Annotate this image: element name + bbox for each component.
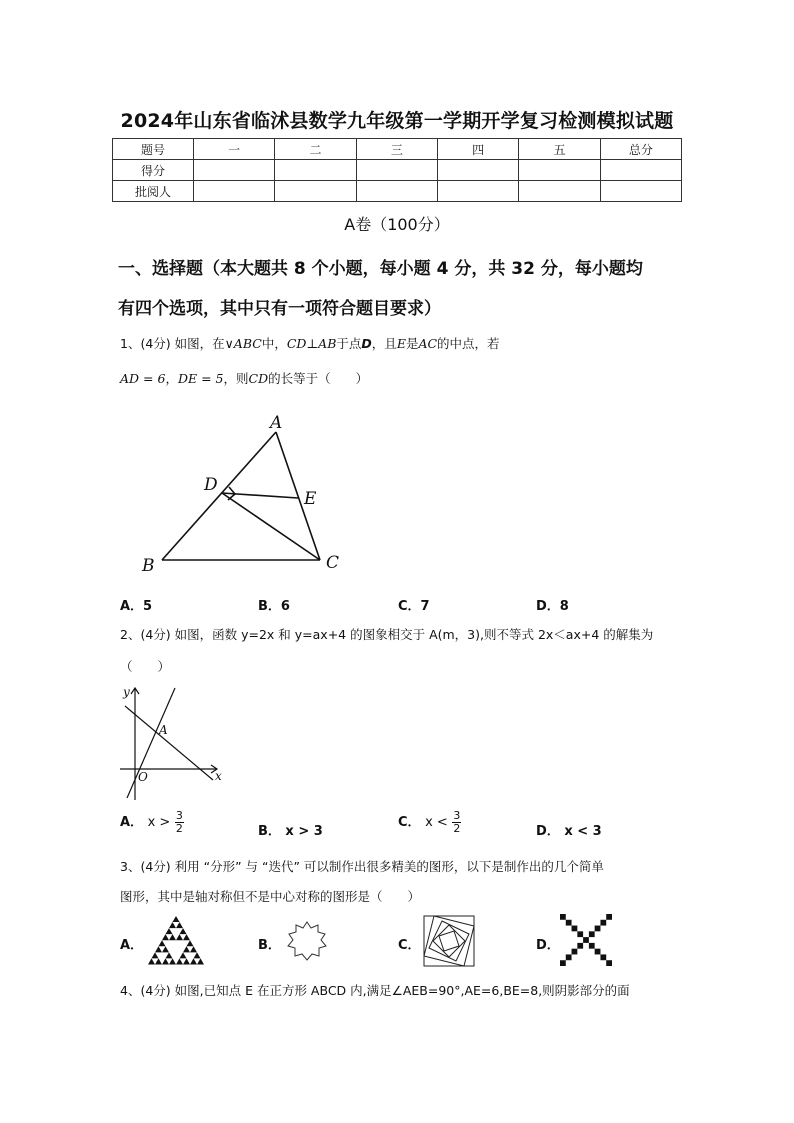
q3-option-b[interactable]: B．: [258, 938, 281, 953]
square-rotated-2: [429, 921, 469, 961]
volume-heading: A卷（100分）: [344, 215, 450, 234]
q3-option-d[interactable]: D．: [536, 938, 560, 953]
q1-text: ，则: [223, 371, 249, 386]
square-rotated-4: [439, 931, 459, 951]
sierpinski-cell: [166, 952, 173, 958]
q1-math: AD = 6: [120, 371, 166, 386]
checker-cell: [589, 931, 595, 937]
table-cell: [437, 160, 518, 181]
sierpinski-cell: [159, 940, 166, 946]
q2-option-b[interactable]: B． x > 3: [258, 824, 323, 839]
q1-text: 的中点，若: [437, 336, 500, 351]
checker-cell: [595, 926, 601, 932]
q2-graph-figure: [115, 682, 225, 802]
table-cell: [194, 181, 275, 202]
sierpinski-cell: [183, 946, 190, 952]
table-cell: [356, 181, 437, 202]
q1-math: DE = 5: [177, 371, 224, 386]
q3-line2: 图形，其中是轴对称但不是中心对称的图形是（ ）: [120, 889, 421, 904]
checker-cell: [600, 954, 606, 960]
q1-text: 1、(4分) 如图，在: [120, 336, 225, 351]
line-y-2x: [127, 688, 175, 798]
table-cell: [275, 160, 356, 181]
table-cell: [437, 181, 518, 202]
table-cell: [275, 181, 356, 202]
label-B: B: [142, 556, 155, 576]
option-expr: x <: [425, 815, 448, 830]
checker-cell: [606, 960, 612, 966]
score-table: [112, 138, 682, 202]
sierpinski-cell: [190, 958, 197, 964]
table-row: [113, 139, 682, 160]
table-cell: 题号: [113, 139, 194, 160]
snowflake-outline: [288, 922, 326, 960]
label-O: O: [138, 770, 148, 784]
q2-option-a[interactable]: [120, 810, 184, 835]
sierpinski-cell: [155, 946, 162, 952]
table-cell: [356, 160, 437, 181]
table-row: [113, 181, 682, 202]
table-cell: 批阅人: [113, 181, 194, 202]
fraction-denominator: 2: [453, 822, 461, 835]
q1-text: ，且: [371, 336, 397, 351]
sierpinski-cell: [176, 958, 183, 964]
q2-line1: 2、(4分) 如图，函数 y=2x 和 y=ax+4 的图象相交于 A(m，3),则不等式 2x＜ax+4 的解集为: [120, 627, 654, 642]
checker-cell: [572, 926, 578, 932]
q3-option-c[interactable]: C．: [398, 938, 421, 953]
checker-cell: [606, 914, 612, 920]
label-A: A: [159, 723, 168, 737]
sierpinski-cell: [162, 958, 169, 964]
sierpinski-triangle-figure: [146, 914, 206, 968]
q1-text: 于点: [336, 336, 362, 351]
label-A: A: [270, 413, 283, 433]
q1-triangle-figure: [120, 408, 360, 584]
checker-cell: [589, 943, 595, 949]
sierpinski-cell: [173, 916, 180, 922]
checker-cell: [566, 954, 572, 960]
table-cell: [194, 160, 275, 181]
q1-math: D: [361, 336, 372, 351]
checker-cell: [583, 937, 589, 943]
q1-math: CD: [248, 371, 269, 386]
koch-snowflake-figure: [282, 918, 332, 964]
q2-option-c[interactable]: [398, 810, 461, 835]
square-rotated-1: [424, 916, 474, 966]
q4-line1: 4、(4分) 如图,已知点 E 在正方形 ABCD 内,满足∠AEB=90°,AE=6,BE=8,则阴影部分的面: [120, 983, 630, 998]
sierpinski-cell: [187, 940, 194, 946]
q1-text: 是: [405, 336, 419, 351]
sierpinski-cell: [183, 958, 190, 964]
table-cell: 二: [275, 139, 356, 160]
table-cell: [519, 181, 600, 202]
sierpinski-cell: [152, 952, 159, 958]
checker-cell: [560, 960, 566, 966]
table-cell: 得分: [113, 160, 194, 181]
section-heading-line2: 有四个选项，其中只有一项符合题目要求）: [118, 299, 441, 319]
checker-cell: [595, 949, 601, 955]
sierpinski-cell: [169, 934, 176, 940]
table-cell: 一: [194, 139, 275, 160]
checker-cell: [566, 920, 572, 926]
sierpinski-cell: [194, 952, 201, 958]
sierpinski-cell: [166, 928, 173, 934]
checker-cell: [600, 920, 606, 926]
sierpinski-cell: [162, 934, 169, 940]
option-label: C．: [398, 815, 421, 830]
table-cell: [600, 160, 681, 181]
fraction-denominator: 2: [175, 822, 183, 835]
x-checker-figure: [560, 914, 612, 966]
label-E: E: [304, 489, 317, 509]
checker-cell: [560, 914, 566, 920]
table-cell: [600, 181, 681, 202]
label-D: D: [204, 475, 218, 495]
checker-cell: [577, 943, 583, 949]
sierpinski-cell: [162, 946, 169, 952]
q1-line2: [120, 369, 368, 387]
fraction: [452, 810, 461, 835]
sierpinski-cell: [183, 934, 190, 940]
sierpinski-cell: [176, 922, 183, 928]
fraction-numerator: 3: [175, 809, 183, 822]
option-expr: x >: [147, 815, 171, 830]
table-cell: [519, 160, 600, 181]
table-cell: 三: [356, 139, 437, 160]
sierpinski-cell: [197, 958, 204, 964]
q2-option-d[interactable]: D． x < 3: [536, 824, 602, 839]
table-row: [113, 160, 682, 181]
label-x: x: [215, 769, 222, 783]
fraction: [175, 810, 184, 835]
section-heading-line1: 一、选择题（本大题共 8 个小题，每小题 4 分，共 32 分，每小题均: [118, 259, 643, 279]
sierpinski-cell: [176, 934, 183, 940]
label-C: C: [326, 553, 340, 573]
square-outer: [424, 916, 474, 966]
q2-line2: （ ）: [120, 659, 171, 674]
fraction-numerator: 3: [453, 809, 461, 822]
nested-squares-figure: [422, 914, 476, 968]
q1-option-c[interactable]: C．7: [398, 599, 430, 614]
table-cell: 五: [519, 139, 600, 160]
label-y: y: [123, 685, 130, 699]
q1-option-a[interactable]: A．5: [120, 599, 153, 614]
option-label: A．: [120, 815, 144, 830]
q1-math: E: [396, 336, 406, 351]
sierpinski-cell: [180, 952, 187, 958]
q1-text: 的长等于（ ）: [268, 371, 369, 386]
sierpinski-cell: [190, 946, 197, 952]
sierpinski-cell: [169, 958, 176, 964]
q1-math: CD⊥AB: [286, 336, 337, 351]
sierpinski-cell: [180, 928, 187, 934]
q1-text: ，: [165, 371, 178, 386]
q1-figure-lines: [162, 432, 320, 560]
q1-math: AC: [418, 336, 438, 351]
sierpinski-cell: [148, 958, 155, 964]
table-cell: 总分: [600, 139, 681, 160]
sierpinski-cell: [169, 922, 176, 928]
q3-option-a[interactable]: A．: [120, 938, 144, 953]
table-cell: 四: [437, 139, 518, 160]
q1-line1: [120, 334, 500, 352]
exam-title: 2024年山东省临沭县数学九年级第一学期开学复习检测模拟试题: [120, 110, 674, 132]
q3-line1: 3、(4分) 利用 “分形” 与 “迭代” 可以制作出很多精美的图形，以下是制作出的几个简单: [120, 859, 604, 874]
checker-cell: [577, 931, 583, 937]
q1-option-b[interactable]: B．6: [258, 599, 290, 614]
q1-text: 中，: [261, 336, 287, 351]
q1-math: ∨ABC: [224, 336, 262, 351]
q1-option-d[interactable]: D．8: [536, 599, 569, 614]
sierpinski-cell: [155, 958, 162, 964]
checker-cell: [572, 949, 578, 955]
